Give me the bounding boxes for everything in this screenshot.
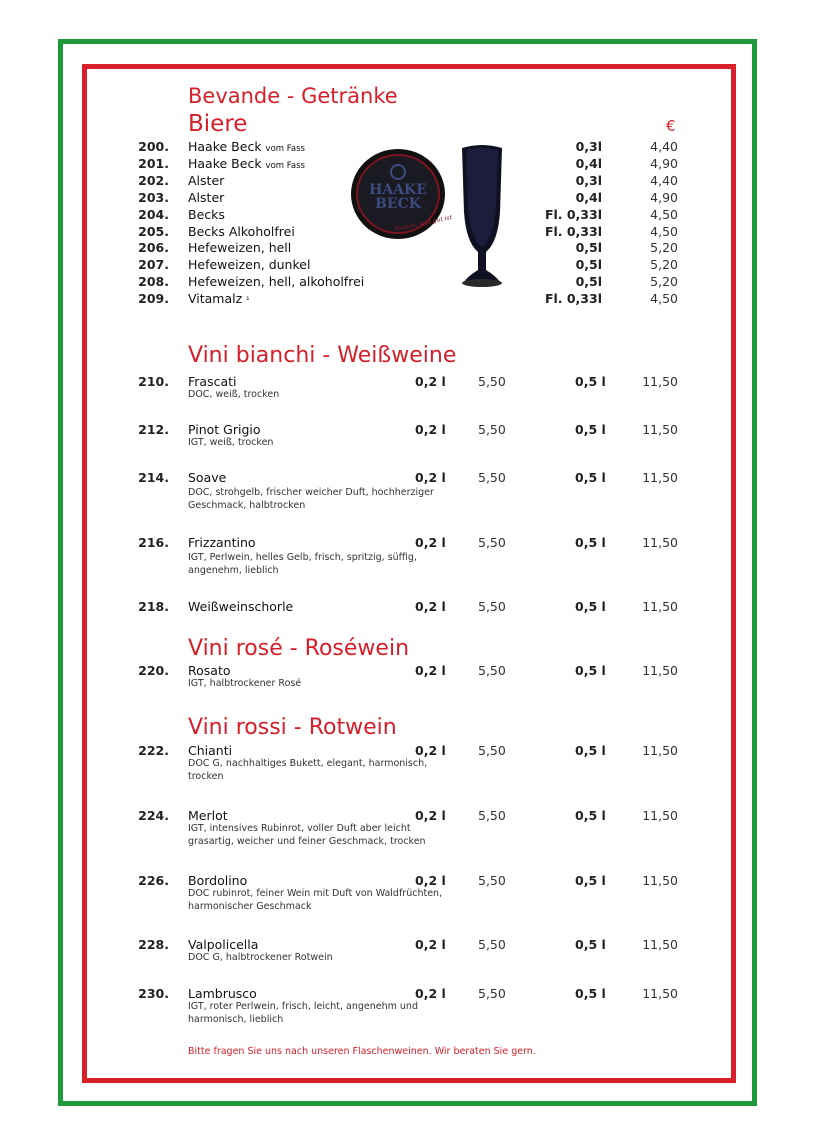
item-price-large: 11,50 (642, 808, 678, 823)
item-description: DOC rubinrot, feiner Wein mit Duft von Waldfrüchten, harmonischer Geschmack (188, 888, 443, 912)
item-volume-small: 0,2 l (415, 743, 446, 758)
item-name-text: Becks Alkoholfrei (188, 224, 295, 239)
item-price-small: 5,50 (478, 743, 506, 758)
footer-note: Bitte fragen Sie uns nach unseren Flaschenweinen. Wir beraten Sie gern. (188, 1046, 536, 1057)
item-name (188, 139, 305, 154)
item-name-text: Vitamalz (188, 291, 243, 306)
item-volume: 0,5l (575, 257, 602, 272)
item-volume-small: 0,2 l (415, 599, 446, 614)
item-number: 204. (138, 207, 169, 222)
item-volume: 0,5l (575, 240, 602, 255)
item-volume-large: 0,5 l (575, 808, 606, 823)
item-description: DOC G, nachhaltiges Bukett, elegant, harmonisch, trocken (188, 758, 428, 782)
item-name-suffix: vom Fass (265, 144, 305, 154)
item-price-large: 11,50 (642, 663, 678, 678)
item-volume-large: 0,5 l (575, 374, 606, 389)
item-description: IGT, Perlwein, helles Gelb, frisch, spritzig, süffig, angenehm, lieblich (188, 552, 417, 576)
item-price-small: 5,50 (478, 470, 506, 485)
item-volume-small: 0,2 l (415, 808, 446, 823)
item-number: 228. (138, 937, 169, 952)
item-description: IGT, intensives Rubinrot, voller Duft aber leicht grasartig, weicher und feiner Geschmack, trocken (188, 823, 426, 847)
item-price-small: 5,50 (478, 599, 506, 614)
item-name: Bordolino (188, 873, 248, 888)
item-number: 226. (138, 873, 169, 888)
item-price-small: 5,50 (478, 535, 506, 550)
item-name (188, 190, 224, 205)
item-price-large: 11,50 (642, 986, 678, 1001)
item-description: IGT, roter Perlwein, frisch, leicht, angenehm und harmonisch, lieblich (188, 1001, 418, 1025)
item-number: 206. (138, 240, 169, 255)
item-price-large: 11,50 (642, 374, 678, 389)
item-price: 4,40 (650, 139, 678, 154)
item-volume-small: 0,2 l (415, 937, 446, 952)
item-name (188, 207, 225, 222)
item-name: Frascati (188, 374, 237, 389)
item-name (188, 291, 250, 306)
logo-motto: Wissen, was gut ist (393, 213, 453, 234)
item-price-large: 11,50 (642, 470, 678, 485)
item-price-large: 11,50 (642, 599, 678, 614)
item-name-text: Becks (188, 207, 225, 222)
item-price-large: 11,50 (642, 873, 678, 888)
item-number: 230. (138, 986, 169, 1001)
section-title-white-wine: Vini bianchi - Weißweine (188, 343, 457, 368)
item-price-large: 11,50 (642, 422, 678, 437)
item-number: 216. (138, 535, 169, 550)
item-name: Weißweinschorle (188, 599, 294, 614)
item-description: IGT, weiß, trocken (188, 437, 274, 448)
item-volume-large: 0,5 l (575, 937, 606, 952)
item-name-text: Hefeweizen, hell, alkoholfrei (188, 274, 365, 289)
item-price-small: 5,50 (478, 663, 506, 678)
item-volume-small: 0,2 l (415, 535, 446, 550)
item-description: DOC, weiß, trocken (188, 389, 280, 400)
item-name (188, 156, 305, 171)
item-price-small: 5,50 (478, 808, 506, 823)
item-description: DOC G, halbtrockener Rotwein (188, 952, 333, 963)
item-number: 224. (138, 808, 169, 823)
beer-glass-image (456, 142, 508, 290)
item-description: DOC, strohgelb, frischer weicher Duft, hochherziger Geschmack, halbtrocken (188, 487, 434, 511)
item-volume-large: 0,5 l (575, 470, 606, 485)
item-price-small: 5,50 (478, 937, 506, 952)
item-price-large: 11,50 (642, 937, 678, 952)
item-number: 207. (138, 257, 169, 272)
item-number: 214. (138, 470, 169, 485)
item-price: 5,20 (650, 257, 678, 272)
item-number: 202. (138, 173, 169, 188)
item-price-large: 11,50 (642, 743, 678, 758)
item-name-suffix: vom Fass (265, 161, 305, 171)
item-name: Pinot Grigio (188, 422, 261, 437)
item-number: 220. (138, 663, 169, 678)
page-title: Bevande - Getränke (188, 84, 398, 108)
item-name (188, 257, 310, 272)
item-volume-small: 0,2 l (415, 422, 446, 437)
item-volume: Fl. 0,33l (544, 207, 602, 222)
item-number: 208. (138, 274, 169, 289)
item-name-suffix: ¹ (246, 296, 250, 306)
item-volume: 0,3l (575, 173, 602, 188)
item-name (188, 274, 364, 289)
item-volume-small: 0,2 l (415, 986, 446, 1001)
item-name: Soave (188, 470, 227, 485)
item-price: 4,50 (650, 224, 678, 239)
item-description: IGT, halbtrockener Rosé (188, 678, 302, 689)
item-volume-large: 0,5 l (575, 663, 606, 678)
item-name (188, 240, 291, 255)
item-name: Chianti (188, 743, 233, 758)
item-price: 4,50 (650, 291, 678, 306)
item-volume: 0,3l (575, 139, 602, 154)
item-price-small: 5,50 (478, 873, 506, 888)
currency-symbol: € (666, 117, 676, 135)
item-name-text: Alster (188, 190, 225, 205)
item-price: 4,50 (650, 207, 678, 222)
item-volume: 0,5l (575, 274, 602, 289)
section-title-rose-wine: Vini rosé - Roséwein (188, 636, 410, 661)
item-name: Valpolicella (188, 937, 259, 952)
item-price-small: 5,50 (478, 374, 506, 389)
item-volume-large: 0,5 l (575, 986, 606, 1001)
item-price: 4,90 (650, 190, 678, 205)
item-volume-large: 0,5 l (575, 599, 606, 614)
item-number: 212. (138, 422, 169, 437)
item-price: 5,20 (650, 274, 678, 289)
section-title-beer: Biere (188, 111, 248, 137)
item-number: 201. (138, 156, 169, 171)
item-price-large: 11,50 (642, 535, 678, 550)
item-name-text: Alster (188, 173, 225, 188)
item-name-text: Haake Beck (188, 156, 262, 171)
item-price: 4,40 (650, 173, 678, 188)
item-name: Rosato (188, 663, 231, 678)
item-volume-large: 0,5 l (575, 743, 606, 758)
logo-line-2: BECK (375, 196, 421, 212)
item-price: 5,20 (650, 240, 678, 255)
logo-line-1: HAAKE (369, 182, 427, 198)
item-name-text: Haake Beck (188, 139, 262, 154)
item-name-text: Hefeweizen, hell (188, 240, 292, 255)
item-volume-large: 0,5 l (575, 873, 606, 888)
haake-beck-logo (350, 148, 453, 240)
item-volume: 0,4l (575, 156, 602, 171)
item-volume-small: 0,2 l (415, 873, 446, 888)
item-volume-small: 0,2 l (415, 374, 446, 389)
item-number: 222. (138, 743, 169, 758)
section-title-red-wine: Vini rossi - Rotwein (188, 715, 397, 740)
item-volume-small: 0,2 l (415, 663, 446, 678)
item-volume-small: 0,2 l (415, 470, 446, 485)
item-price: 4,90 (650, 156, 678, 171)
item-number: 209. (138, 291, 169, 306)
item-name (188, 224, 295, 239)
item-price-small: 5,50 (478, 422, 506, 437)
item-volume: 0,4l (575, 190, 602, 205)
item-number: 210. (138, 374, 169, 389)
item-number: 205. (138, 224, 169, 239)
item-name: Lambrusco (188, 986, 257, 1001)
item-volume: Fl. 0,33l (544, 224, 602, 239)
item-price-small: 5,50 (478, 986, 506, 1001)
item-number: 200. (138, 139, 169, 154)
item-name-text: Hefeweizen, dunkel (188, 257, 311, 272)
item-number: 218. (138, 599, 169, 614)
item-volume-large: 0,5 l (575, 535, 606, 550)
item-name: Merlot (188, 808, 228, 823)
item-volume-large: 0,5 l (575, 422, 606, 437)
item-name (188, 173, 224, 188)
item-volume: Fl. 0,33l (544, 291, 602, 306)
item-number: 203. (138, 190, 169, 205)
item-name: Frizzantino (188, 535, 256, 550)
